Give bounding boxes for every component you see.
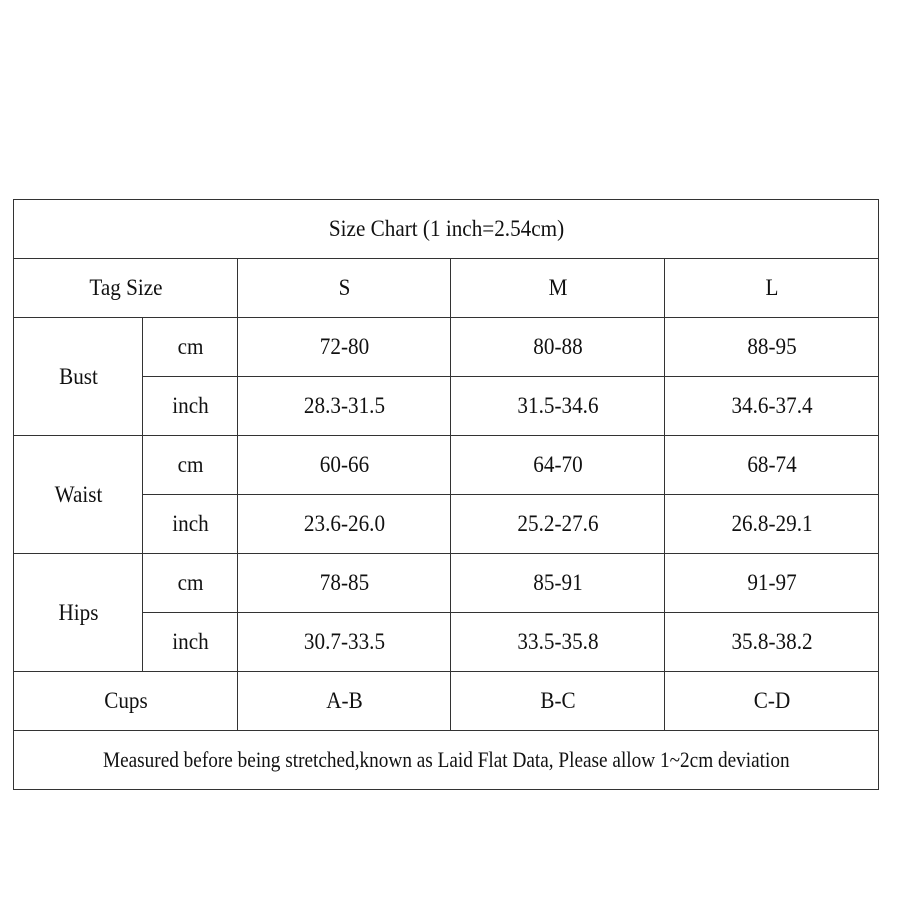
table-cell: 72-80 bbox=[246, 318, 442, 377]
size-l-header: L bbox=[673, 259, 870, 318]
table-cell: 68-74 bbox=[673, 436, 870, 495]
table-cell: 30.7-33.5 bbox=[246, 613, 442, 672]
table-cell: 85-91 bbox=[459, 554, 656, 613]
cups-row bbox=[14, 672, 879, 731]
note-row bbox=[14, 731, 879, 790]
table-cell: 78-85 bbox=[246, 554, 442, 613]
table-cell: C-D bbox=[673, 672, 870, 731]
bust-label: Bust bbox=[19, 318, 138, 436]
header-row bbox=[14, 259, 879, 318]
unit-label: inch bbox=[146, 613, 233, 672]
table-cell: 64-70 bbox=[459, 436, 656, 495]
unit-label: cm bbox=[146, 318, 233, 377]
title-row bbox=[14, 200, 879, 259]
table-cell: 28.3-31.5 bbox=[246, 377, 442, 436]
unit-label: inch bbox=[146, 377, 233, 436]
table-cell: 31.5-34.6 bbox=[459, 377, 656, 436]
size-m-header: M bbox=[459, 259, 656, 318]
size-chart-table bbox=[13, 199, 879, 790]
table-cell: B-C bbox=[459, 672, 656, 731]
table-cell: 23.6-26.0 bbox=[246, 495, 442, 554]
table-cell: 80-88 bbox=[459, 318, 656, 377]
table-row bbox=[14, 318, 879, 377]
table-cell: 26.8-29.1 bbox=[673, 495, 870, 554]
unit-label: inch bbox=[146, 495, 233, 554]
table-cell: 34.6-37.4 bbox=[673, 377, 870, 436]
table-row bbox=[14, 436, 879, 495]
cups-label: Cups bbox=[22, 672, 228, 731]
table-row bbox=[14, 554, 879, 613]
table-cell: 91-97 bbox=[673, 554, 870, 613]
measurement-note: Measured before being stretched,known as Laid Flat Data, Please allow 1~2cm deviation bbox=[48, 731, 844, 790]
size-s-header: S bbox=[246, 259, 442, 318]
table-cell: 60-66 bbox=[246, 436, 442, 495]
unit-label: cm bbox=[146, 436, 233, 495]
table-cell: 33.5-35.8 bbox=[459, 613, 656, 672]
table-row bbox=[14, 495, 879, 554]
tag-size-header: Tag Size bbox=[22, 259, 228, 318]
table-title: Size Chart (1 inch=2.54cm) bbox=[48, 200, 844, 259]
table-row bbox=[14, 377, 879, 436]
table-cell: 88-95 bbox=[673, 318, 870, 377]
waist-label: Waist bbox=[19, 436, 138, 554]
table-cell: 35.8-38.2 bbox=[673, 613, 870, 672]
unit-label: cm bbox=[146, 554, 233, 613]
table-cell: 25.2-27.6 bbox=[459, 495, 656, 554]
hips-label: Hips bbox=[19, 554, 138, 672]
table-cell: A-B bbox=[246, 672, 442, 731]
table-row bbox=[14, 613, 879, 672]
